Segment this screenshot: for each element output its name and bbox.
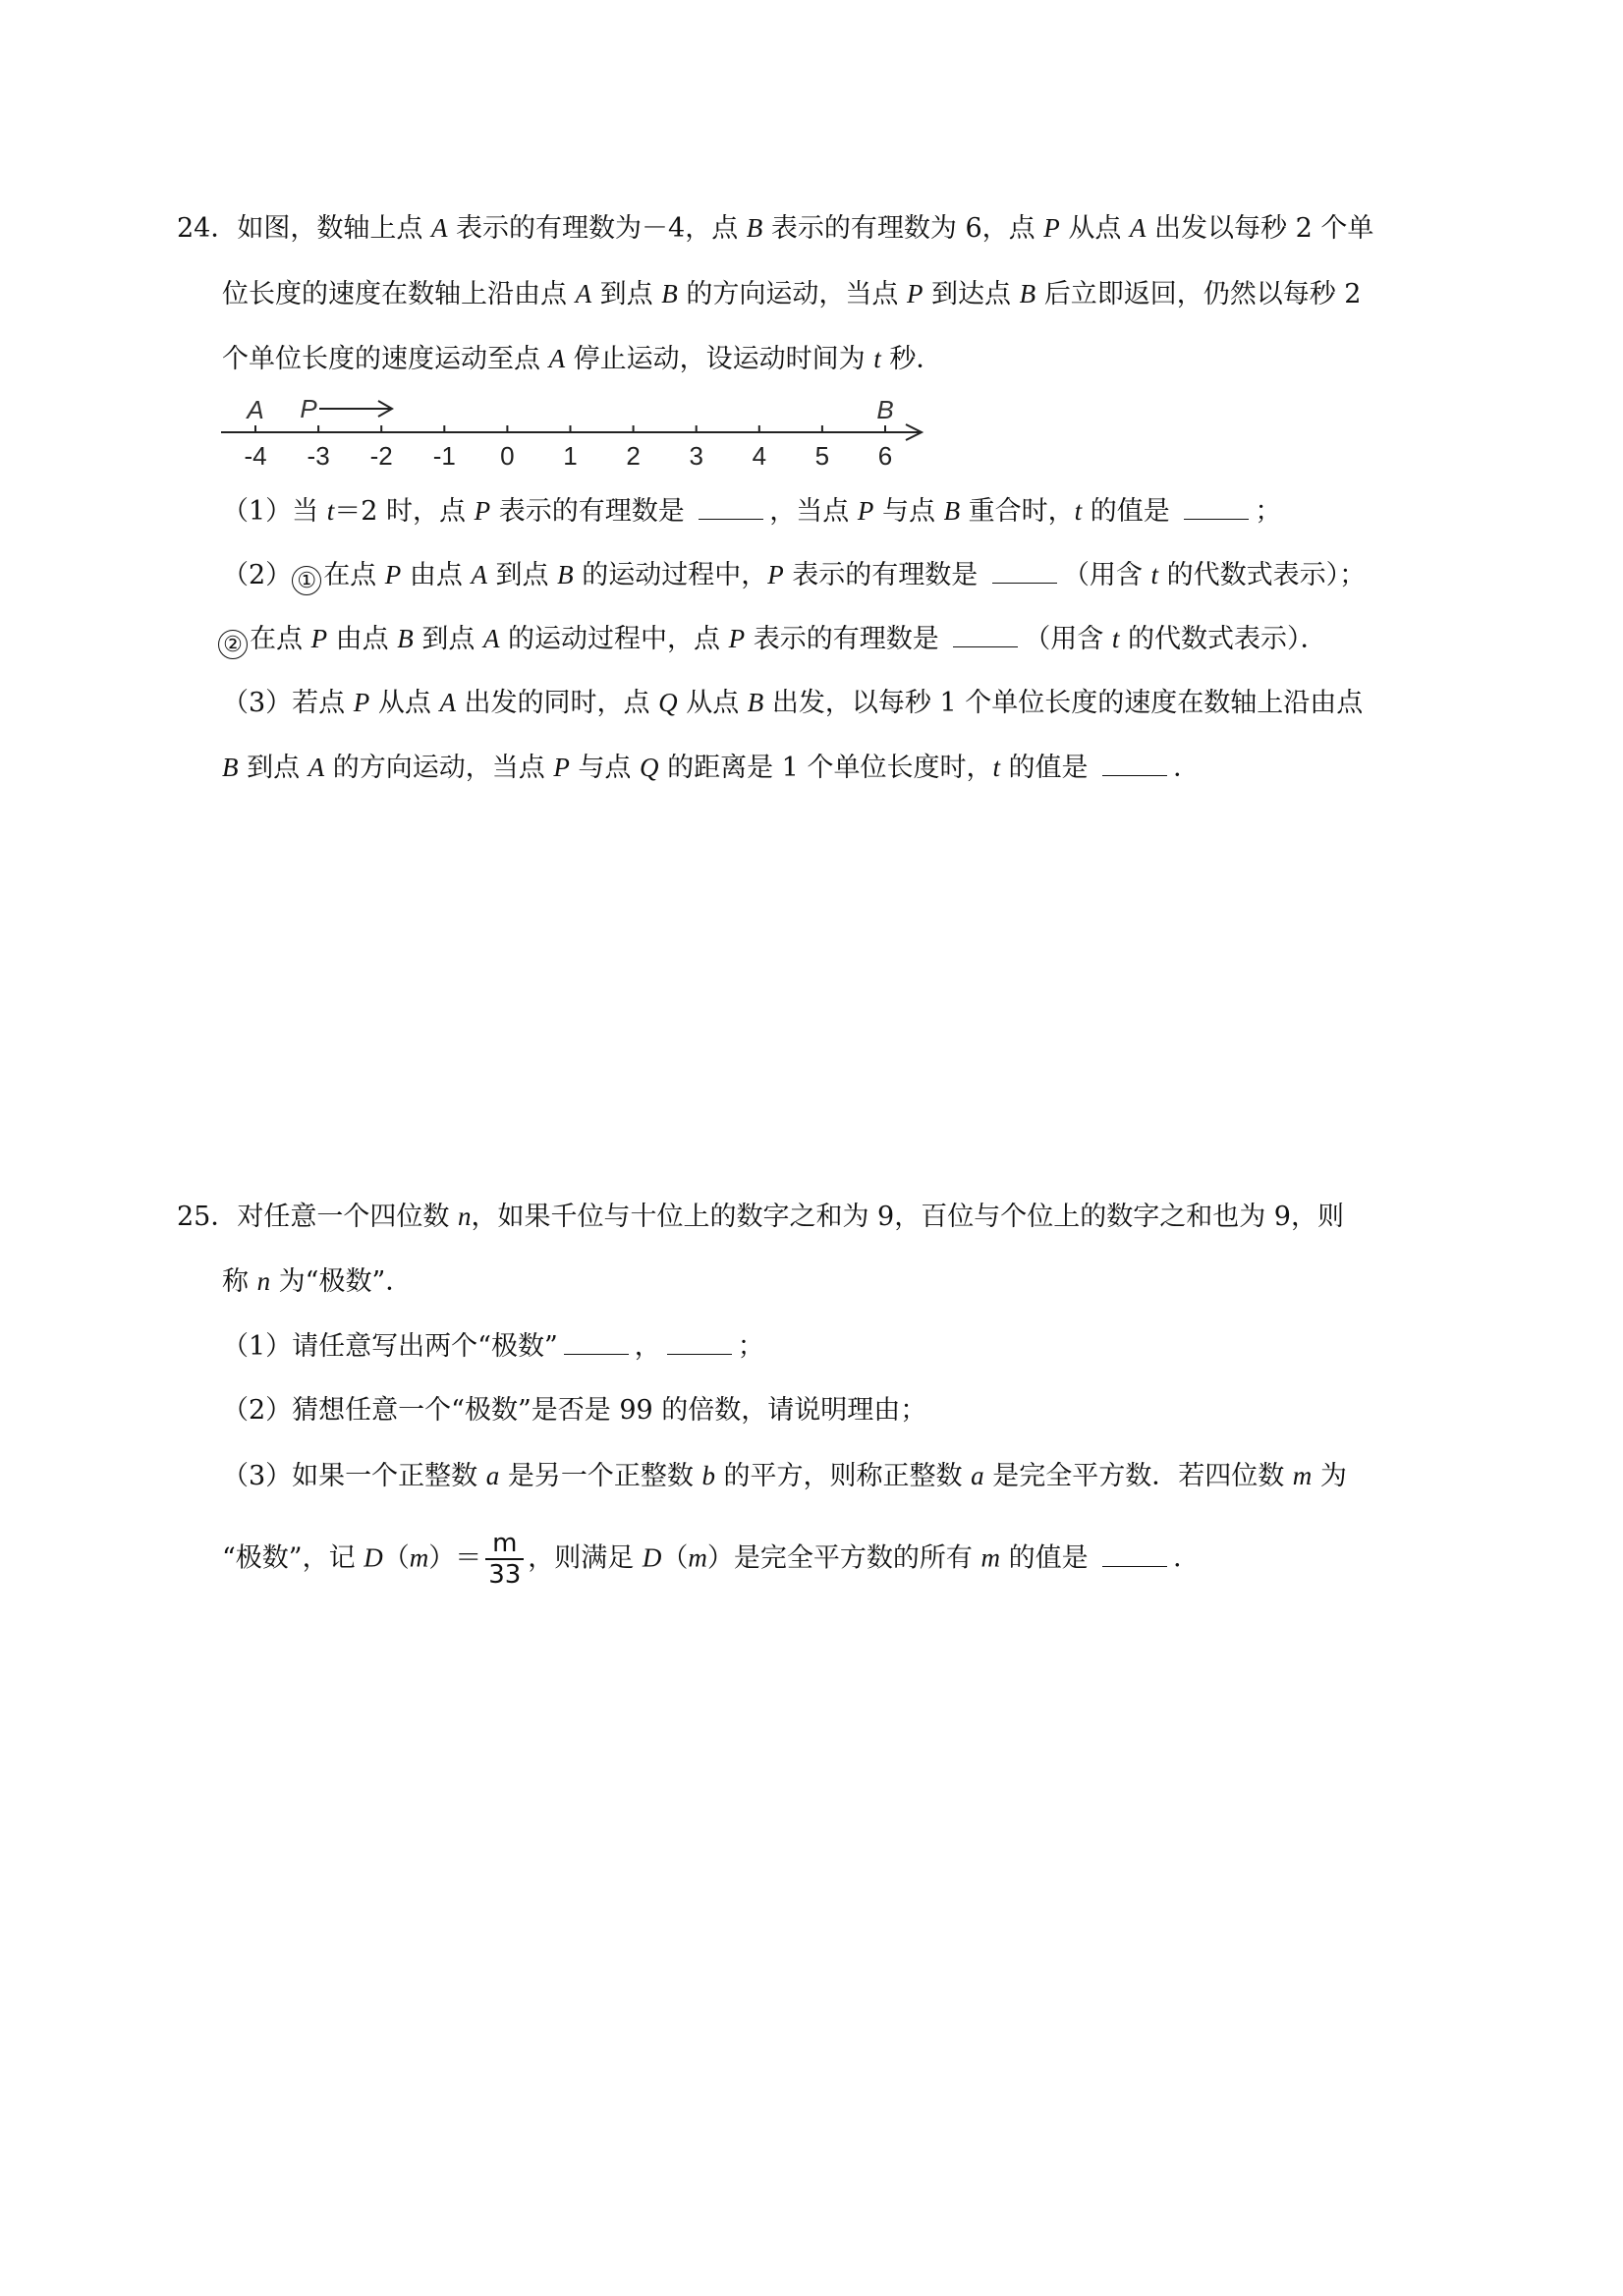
tick-label: 0 xyxy=(500,441,515,471)
tick-label: 6 xyxy=(877,441,893,471)
tick-label: -3 xyxy=(307,441,330,471)
tick-label: -1 xyxy=(432,441,456,471)
q24-sub3b: B 到点 A 的方向运动，当点 P 与点 Q 的距离是 1 个单位长度时，t 的值是 ． xyxy=(222,753,1201,783)
q24-line-1: 24．如图，数轴上点 A 表示的有理数为－4，点 B 表示的有理数为 6，点 P 从点 A 出发以每秒 2 个单 xyxy=(177,213,1374,244)
fraction-numerator: m xyxy=(485,1529,524,1560)
q24-line-2: 位长度的速度在数轴上沿由点 A 到点 B 的方向运动，当点 P 到达点 B 后立即返回，仍然以每秒 2 xyxy=(222,279,1362,309)
answer-blank[interactable] xyxy=(667,1332,732,1355)
point-a-label: A xyxy=(247,395,264,424)
tick-label: -4 xyxy=(244,441,267,471)
tick-label: 5 xyxy=(814,441,830,471)
q25-sub2: （2）猜想任意一个“极数”是否是 99 的倍数，请说明理由； xyxy=(222,1395,927,1426)
q25-number: 25． xyxy=(177,1202,238,1232)
tick-label: 1 xyxy=(563,441,578,471)
tick-label: 4 xyxy=(752,441,767,471)
number-line-figure xyxy=(216,388,943,476)
tick-label: -2 xyxy=(369,441,393,471)
answer-blank[interactable] xyxy=(953,625,1018,647)
answer-blank[interactable] xyxy=(1102,1544,1167,1567)
q24-line-3: 个单位长度的速度运动至点 A 停止运动，设运动时间为 t 秒． xyxy=(222,344,943,374)
q25-line-2: 称 n 为“极数”． xyxy=(222,1266,413,1297)
answer-blank[interactable] xyxy=(699,497,763,520)
q25-sub3b: “极数”，记 D（m）＝ $\frac{m}{33}$ ，则满足 D（m）是完全平方数的所有 m 的值是 ． xyxy=(222,1529,1201,1590)
q24-sub3a: （3）若点 P 从点 A 出发的同时，点 Q 从点 B 出发，以每秒 1 个单位长度的速度在数轴上沿由点 xyxy=(222,688,1364,718)
circled-one-marker: ① xyxy=(292,566,321,595)
fraction-m-over-33 xyxy=(485,1529,524,1590)
answer-blank[interactable] xyxy=(564,1332,629,1355)
answer-blank[interactable] xyxy=(1102,754,1167,776)
point-b-label: B xyxy=(876,395,894,424)
tick-label: 3 xyxy=(689,441,703,471)
answer-blank[interactable] xyxy=(1184,497,1249,520)
q25-line-1: 25．对任意一个四位数 n，如果千位与十位上的数字之和为 9，百位与个位上的数字之和也为 9，则 xyxy=(177,1202,1344,1232)
q24-sub1: （1）当 t＝2 时，点 P 表示的有理数是 ，当点 P 与点 B 重合时，t 的值是 ； xyxy=(222,496,1282,527)
point-p-label: P xyxy=(300,394,317,423)
tick-label: 2 xyxy=(626,441,641,471)
circled-two-marker: ② xyxy=(218,630,248,659)
q25-sub3a: （3）如果一个正整数 a 是另一个正整数 b 的平方，则称正整数 a 是完全平方数．若四位数 m 为 xyxy=(222,1461,1347,1491)
q24-sub2a: （2） ① 在点 P 由点 A 到点 B 的运动过程中，P 表示的有理数是 （用含 t 的代数式表示）； xyxy=(222,557,1366,595)
q25-sub1: （1）请任意写出两个“极数” ， ； xyxy=(222,1331,764,1362)
q24-number: 24． xyxy=(177,213,238,244)
q24-sub2b: ② 在点 P 由点 B 到点 A 的运动过程中，点 P 表示的有理数是 （用含 t 的代数式表示）． xyxy=(218,621,1326,659)
answer-blank[interactable] xyxy=(992,561,1057,584)
fraction-denominator: 33 xyxy=(488,1560,522,1590)
